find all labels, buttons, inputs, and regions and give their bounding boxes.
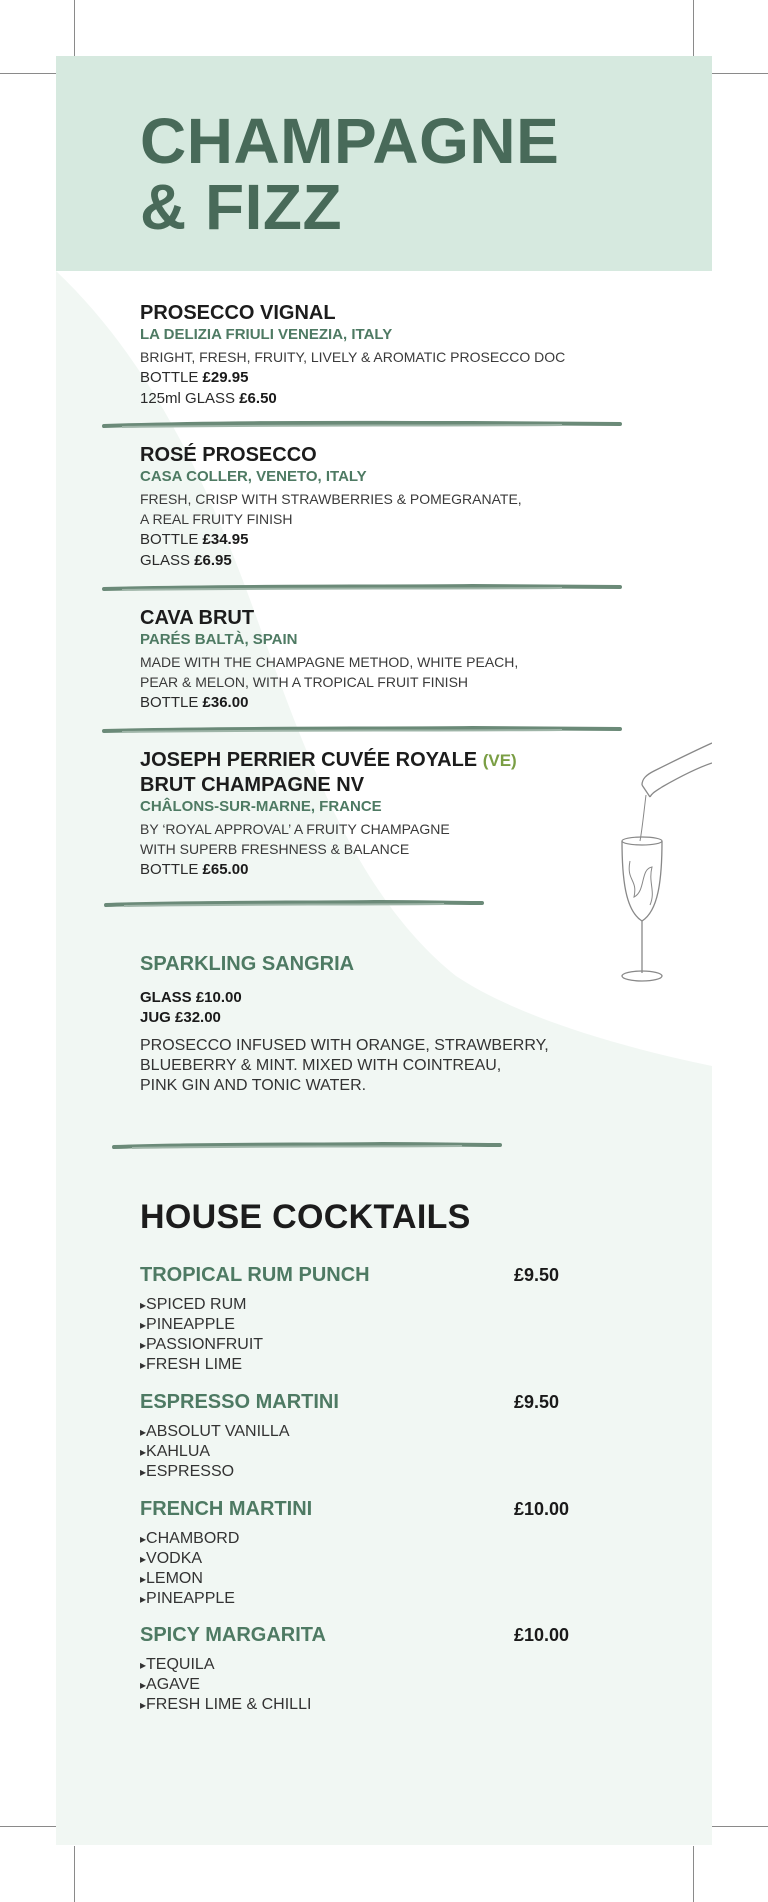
price-value: £29.95 [202,369,249,386]
sangria-description: PROSECCO INFUSED WITH ORANGE, STRAWBERRY, BLUEBERRY & MINT. MIXED WITH COINTREAU, PINK GIN AND TONIC WATER. [140,1037,549,1094]
wine-name: PROSECCO VIGNAL [140,302,336,324]
cocktail-name: TROPICAL RUM PUNCH [140,1264,370,1286]
ingredient: ▸ AGAVE [140,1675,600,1695]
price-value: £36.00 [202,694,249,711]
wine-description: FRESH, CRISP WITH STRAWBERRIES & POMEGRANATE, A REAL FRUITY FINISH [140,491,522,527]
wine-name: CAVA BRUT [140,607,255,629]
wine-name-line2: BRUT CHAMPAGNE NV [140,774,365,796]
price-line: BOTTLE £65.00 [140,861,249,878]
price-value: £65.00 [202,861,249,878]
brush-divider [102,725,622,735]
wine-name: ROSÉ PROSECCO [140,444,317,466]
wine-item-rose-prosecco [140,443,680,571]
cocktail-price: £10.00 [514,1625,570,1645]
ingredient-list [140,1295,600,1375]
wine-origin: LA DELIZIA FRIULI VENEZIA, ITALY [140,326,393,343]
price-line: BOTTLE £36.00 [140,694,249,711]
crop-mark [0,1826,56,1827]
price-line: GLASS £6.95 [140,552,232,569]
crop-mark [74,0,75,56]
wine-origin: CASA COLLER, VENETO, ITALY [140,468,367,485]
wine-origin: CHÂLONS-SUR-MARNE, FRANCE [140,798,382,815]
brush-divider [104,899,484,909]
wine-origin: PARÉS BALTÀ, SPAIN [140,631,298,648]
cocktail-espresso-martini [140,1390,600,1482]
sangria-item [140,952,680,1096]
ingredient: ▸ PINEAPPLE [140,1315,600,1335]
cocktail-name: FRENCH MARTINI [140,1498,313,1520]
price-line: 125ml GLASS £6.50 [140,390,277,407]
wine-item-cava-brut [140,606,680,713]
ingredient: ▸ FRESH LIME & CHILLI [140,1695,600,1715]
cocktail-name: ESPRESSO MARTINI [140,1391,339,1413]
cocktails-title: HOUSE COCKTAILS [140,1198,471,1236]
cocktail-tropical-rum-punch [140,1263,600,1375]
cocktail-name: SPICY MARGARITA [140,1624,326,1646]
sangria-jug-price: JUG £32.00 [140,1009,221,1026]
sangria-glass-price: GLASS £10.00 [140,989,242,1006]
cocktail-price: £9.50 [514,1265,560,1285]
wine-description: MADE WITH THE CHAMPAGNE METHOD, WHITE PEACH, PEAR & MELON, WITH A TROPICAL FRUIT FINISH [140,654,519,690]
cocktail-price: £9.50 [514,1392,560,1412]
ingredient: ▸ FRESH LIME [140,1355,600,1375]
ingredient: ▸ PINEAPPLE [140,1589,600,1609]
ingredient: ▸ KAHLUA [140,1442,600,1462]
crop-mark [712,1826,768,1827]
price-line: BOTTLE £29.95 [140,369,249,386]
ingredient: ▸ CHAMBORD [140,1529,600,1549]
ingredient: ▸ VODKA [140,1549,600,1569]
ingredient: ▸ PASSIONFRUIT [140,1335,600,1355]
sangria-name: SPARKLING SANGRIA [140,953,355,975]
page-title: CHAMPAGNE & FIZZ [140,105,560,243]
brush-divider [102,583,622,593]
wine-description: BRIGHT, FRESH, FRUITY, LIVELY & AROMATIC PROSECCO DOC [140,349,566,365]
wine-description: BY ‘ROYAL APPROVAL’ A FRUITY CHAMPAGNE WITH SUPERB FRESHNESS & BALANCE [140,821,450,857]
ingredient: ▸ LEMON [140,1569,600,1589]
menu-page [56,56,712,1845]
cocktail-spicy-margarita [140,1623,600,1715]
crop-mark [693,1846,694,1902]
price-value: £34.95 [202,531,249,548]
wine-item-joseph-perrier [140,748,680,880]
wine-name: JOSEPH PERRIER CUVÉE ROYALE (VE) [140,749,517,771]
ingredient: ▸ TEQUILA [140,1655,600,1675]
ingredient-list [140,1655,600,1715]
ingredient: ▸ ABSOLUT VANILLA [140,1422,600,1442]
wine-item-prosecco-vignal [140,301,680,409]
price-line: BOTTLE £34.95 [140,531,249,548]
ingredient: ▸ ESPRESSO [140,1462,600,1482]
crop-mark [712,73,768,74]
brush-divider [112,1141,502,1151]
crop-mark [0,73,56,74]
ingredient-list [140,1422,600,1482]
crop-mark [74,1846,75,1902]
brush-divider [102,420,622,430]
ingredient-list [140,1529,600,1609]
price-value: £6.50 [239,390,277,407]
cocktail-price: £10.00 [514,1499,570,1519]
cocktail-french-martini [140,1497,600,1609]
ingredient: ▸ SPICED RUM [140,1295,600,1315]
vegan-tag: (VE) [482,751,517,770]
crop-mark [693,0,694,56]
price-value: £6.95 [194,552,232,569]
